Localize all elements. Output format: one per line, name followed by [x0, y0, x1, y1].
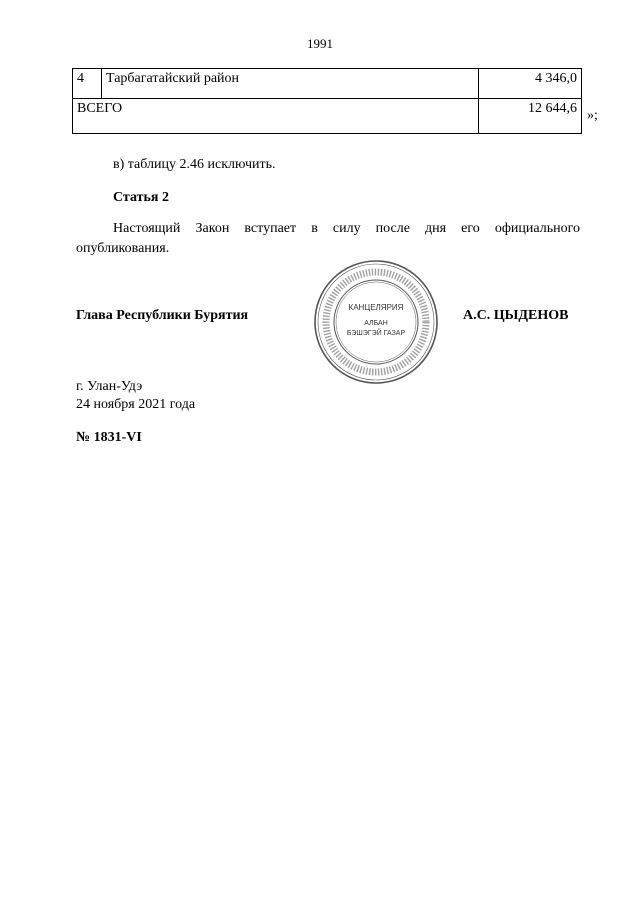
place: г. Улан-Удэ	[76, 379, 143, 394]
seal-line-3: БЭШЭГЭЙ ГАЗАР	[346, 330, 406, 337]
signatory-name: А.С. ЦЫДЕНОВ	[463, 308, 569, 323]
table-row-total	[73, 99, 582, 134]
data-table	[72, 68, 582, 134]
seal-line-2: АЛБАН	[364, 320, 388, 327]
amount-cell: 4 346,0	[479, 69, 582, 99]
signatory-position: Глава Республики Бурятия	[76, 308, 249, 323]
page-number: 1991	[307, 36, 333, 51]
total-label-cell: ВСЕГО	[73, 99, 479, 134]
date: 24 ноября 2021 года	[76, 397, 196, 412]
row-number-cell: 4	[73, 69, 102, 99]
amendment-paragraph: в) таблицу 2.46 исключить.	[113, 157, 276, 172]
official-seal	[313, 259, 439, 385]
total-amount-cell: 12 644,6	[479, 99, 582, 134]
seal-line-1: КАНЦЕЛЯРИЯ	[348, 303, 404, 312]
article-heading: Статья 2	[113, 190, 169, 205]
table-closing-quote: »;	[587, 108, 598, 123]
table-row	[73, 69, 582, 99]
law-number: № 1831-VI	[76, 430, 142, 445]
place-date-block	[76, 378, 195, 414]
article-text: Настоящий Закон вступает в силу после дня его официального опубликования.	[76, 221, 580, 256]
district-name-cell: Тарбагатайский район	[102, 69, 479, 99]
